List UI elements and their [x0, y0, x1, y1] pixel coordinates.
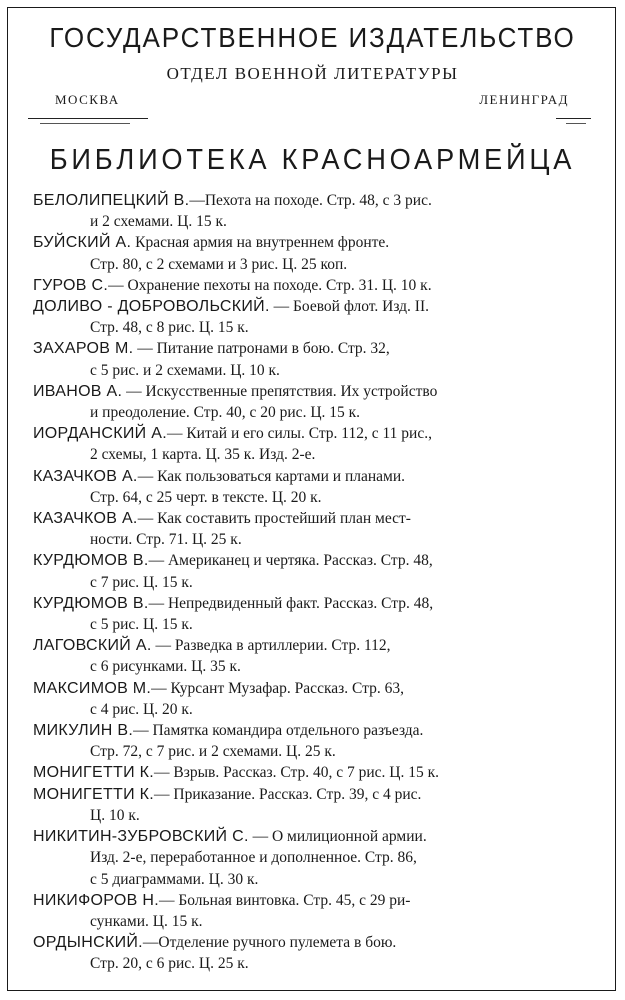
entry-author: ЗАХАРОВ М.	[33, 340, 134, 358]
entry-title: Красная армия на внутреннем фронте.	[131, 234, 390, 252]
entry-author: КУРДЮМОВ В.	[33, 552, 149, 570]
entry-title: — Приказание. Рассказ. Стр. 39, с 4 рис.	[154, 785, 422, 803]
book-entry	[33, 720, 593, 762]
entry-author: МОНИГЕТТИ К.	[33, 764, 155, 782]
book-entry	[33, 296, 593, 338]
book-list	[33, 190, 593, 975]
entry-title: —Пехота на походе. Стр. 48, с 3 рис.	[189, 192, 432, 209]
divider-left-thin	[40, 123, 130, 124]
series-title: БИБЛИОТЕКА КРАСНОАРМЕЙЦА	[49, 144, 576, 176]
entry-author: МИКУЛИН В.	[33, 722, 134, 740]
book-entry	[33, 338, 593, 380]
entry-title: — Памятка командира отдельного разъезда.	[133, 722, 424, 740]
publisher-title: ГОСУДАРСТВЕННОЕ ИЗДАТЕЛЬСТВО	[49, 22, 576, 53]
entry-author: ДОЛИВО - ДОБРОВОЛЬСКИЙ.	[33, 298, 270, 316]
entry-title: — Искусственные препятствия. Их устройство	[122, 382, 438, 400]
entry-author: ГУРОВ С.	[33, 276, 109, 294]
book-entry	[33, 890, 593, 932]
entry-author: БУЙСКИЙ А.	[33, 234, 132, 252]
book-entry	[33, 275, 593, 296]
divider-right-thin	[566, 123, 586, 124]
entry-details: с 6 рисунками. Ц. 35 к.	[90, 658, 241, 676]
entry-title: —Отделение ручного пулемета в бою.	[142, 934, 397, 952]
book-entry	[33, 381, 593, 423]
entry-title: — Непредвиденный факт. Рассказ. Стр. 48,	[148, 594, 434, 612]
entry-title: — Курсант Музафар. Рассказ. Стр. 63,	[151, 679, 404, 697]
book-entry	[33, 635, 593, 677]
entry-details: и 2 схемами. Ц. 15 к.	[90, 213, 227, 231]
entry-details: Стр. 80, с 2 схемами и 3 рис. Ц. 25 коп.	[90, 255, 348, 273]
entry-author: НИКИФОРОВ Н.	[33, 891, 159, 909]
book-entry	[33, 932, 593, 974]
entry-details: с 5 рис. Ц. 15 к.	[90, 616, 193, 634]
entry-title: — О милиционной армии.	[248, 828, 427, 846]
entry-author: ИВАНОВ А.	[33, 382, 123, 400]
entry-author: НИКИТИН-ЗУБРОВСКИЙ С.	[33, 828, 249, 846]
entry-title: — Боевой флот. Изд. II.	[269, 298, 430, 316]
entry-title: — Как пользоваться картами и планами.	[137, 467, 406, 485]
entry-details: Стр. 48, с 8 рис. Ц. 15 к.	[90, 319, 249, 337]
entry-author: ИОРДАНСКИЙ А.	[33, 425, 167, 443]
divider-left	[28, 118, 148, 119]
book-entry	[33, 762, 593, 783]
city-moscow: МОСКВА	[55, 92, 120, 107]
book-entry	[33, 232, 593, 274]
entry-author: МОНИГЕТТИ К.	[33, 785, 155, 803]
book-entry	[33, 678, 593, 720]
entry-author: КАЗАЧКОВ А.	[33, 510, 138, 528]
entry-author: ЛАГОВСКИЙ А.	[33, 637, 152, 655]
entry-author: БЕЛОЛИПЕЦКИЙ В.	[33, 192, 190, 209]
entry-details: Изд. 2-е, переработанное и дополненное. Стр. 86,	[90, 849, 417, 867]
entry-details: с 4 рис. Ц. 20 к.	[90, 700, 193, 718]
book-entry	[33, 826, 593, 890]
entry-author: КУРДЮМОВ В.	[33, 594, 149, 612]
entry-details: с 7 рис. Ц. 15 к.	[90, 573, 193, 591]
entry-title: — Охранение пехоты на походе. Стр. 31. Ц. 10 к.	[108, 276, 432, 294]
book-entry	[33, 508, 593, 550]
entry-details: Стр. 20, с 6 рис. Ц. 25 к.	[90, 955, 249, 973]
entry-details: и преодоление. Стр. 40, с 20 рис. Ц. 15 к.	[90, 404, 361, 422]
entry-details: с 5 рис. и 2 схемами. Ц. 10 к.	[90, 361, 280, 379]
entry-author: МАКСИМОВ М.	[33, 679, 152, 697]
entry-title: — Как составить простейший план мест-	[137, 510, 411, 528]
book-entry	[33, 423, 593, 465]
book-entry	[33, 466, 593, 508]
entry-details: с 5 диаграммами. Ц. 30 к.	[90, 870, 259, 888]
entry-title: — Больная винтовка. Стр. 45, с 29 ри-	[158, 891, 411, 909]
book-entry	[33, 190, 593, 232]
entry-title: — Американец и чертяка. Рассказ. Стр. 48,	[148, 552, 433, 570]
entry-author: КАЗАЧКОВ А.	[33, 467, 138, 485]
department-title: ОТДЕЛ ВОЕННОЙ ЛИТЕРАТУРЫ	[166, 64, 459, 83]
entry-title: — Китай и его силы. Стр. 112, с 11 рис.,	[166, 425, 432, 443]
entry-details: Стр. 72, с 7 рис. и 2 схемами. Ц. 25 к.	[90, 743, 336, 761]
entry-details: Ц. 10 к.	[90, 806, 140, 824]
book-entry	[33, 550, 593, 592]
divider-right	[556, 118, 591, 119]
entry-details: сунками. Ц. 15 к.	[90, 912, 203, 930]
book-entry	[33, 593, 593, 635]
entry-details: Стр. 64, с 25 черт. в тексте. Ц. 20 к.	[90, 488, 322, 506]
book-entry	[33, 784, 593, 826]
entry-title: — Питание патронами в бою. Стр. 32,	[133, 340, 390, 358]
city-leningrad: ЛЕНИНГРАД	[479, 92, 569, 107]
entry-details: 2 схемы, 1 карта. Ц. 35 к. Изд. 2-е.	[90, 446, 316, 464]
entry-author: ОРДЫНСКИЙ.	[33, 934, 143, 952]
entry-title: — Взрыв. Рассказ. Стр. 40, с 7 рис. Ц. 15 к.	[154, 764, 440, 782]
entry-details: ности. Стр. 71. Ц. 25 к.	[90, 531, 242, 549]
entry-title: — Разведка в артиллерии. Стр. 112,	[151, 637, 391, 655]
